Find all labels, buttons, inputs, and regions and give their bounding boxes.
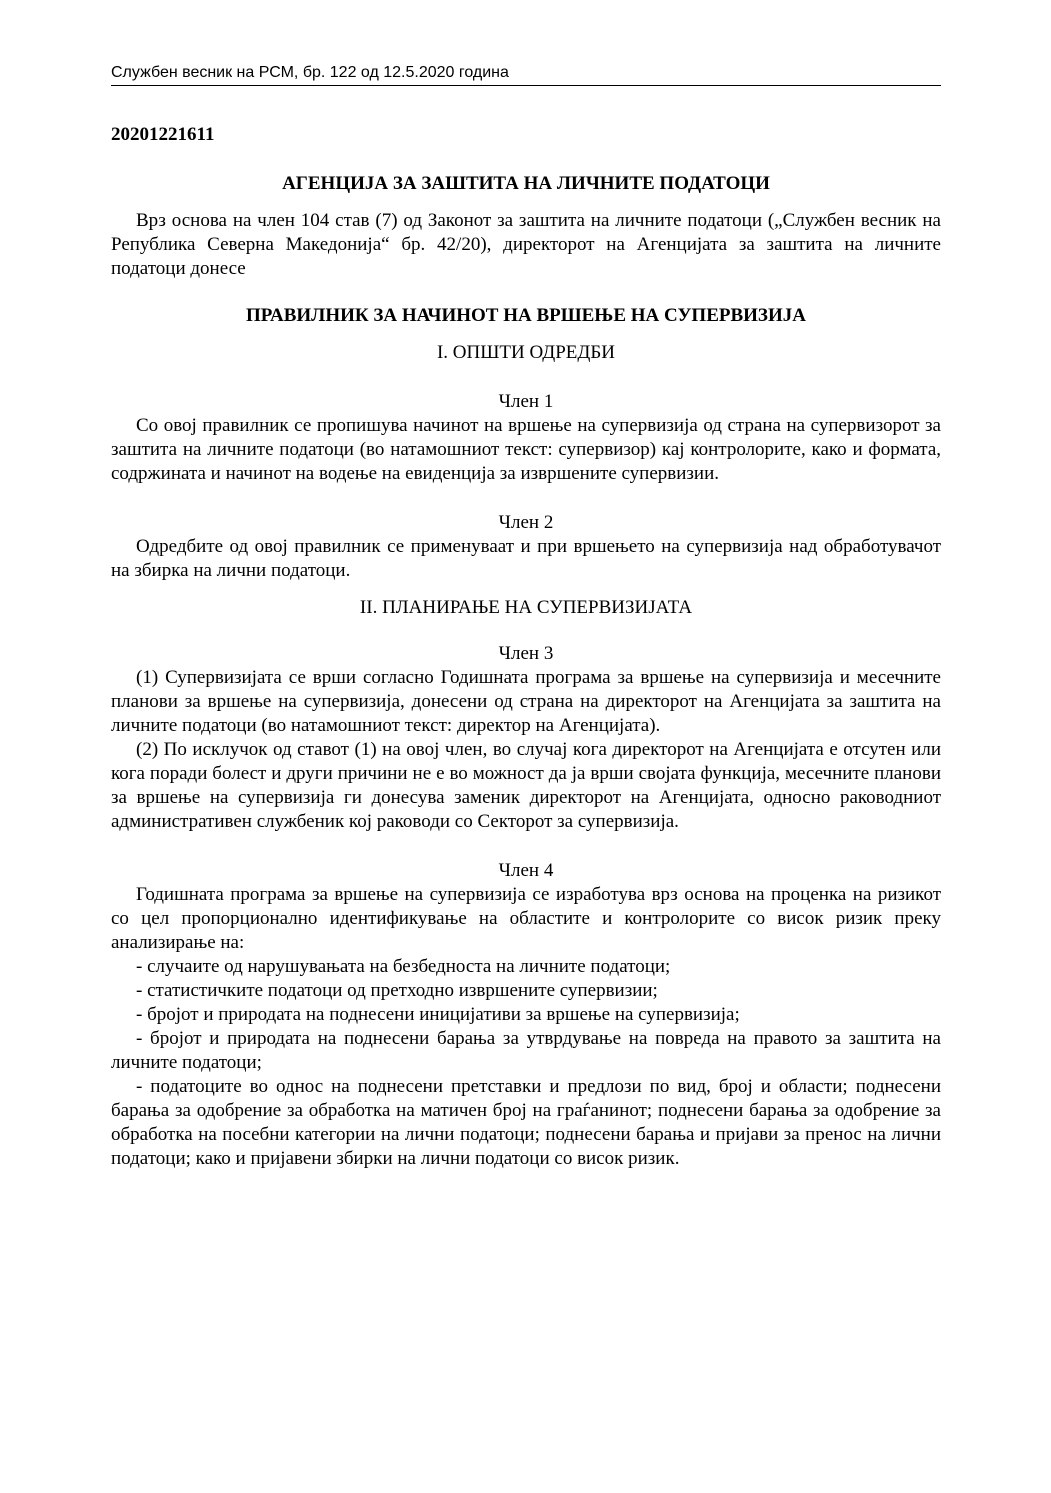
document-page [111, 62, 941, 1171]
agency-title: АГЕНЦИЈА ЗА ЗАШТИТА НА ЛИЧНИТЕ ПОДАТОЦИ [282, 173, 770, 194]
list-item: - податоците во однос на поднесени претставки и предлози по вид, број и области; поднесени барања за одобрение за обработка на матичен број на граѓанинот; поднесени барања за одобрение за обработка на посебни категории на лични податоци; поднесени барања и пријави за пренос на лични податоци; како и пријавени збирки на лични податоци со висок ризик. [111, 1076, 941, 1169]
article-3-paragraph-2: (2) По исклучок од ставот (1) на овој член, во случај кога директорот на Агенцијата е отсутен или кога поради болест и други причини не е во можност да ја врши својата функција, месечните планови за вршење на супервизија ги донесува заменик директорот на Агенцијата, односно раководниот административен службеник кој раководи со Секторот за супервизија. [111, 739, 941, 832]
article-4-title: Член 4 [498, 860, 554, 881]
section-title-planning: II. ПЛАНИРАЊЕ НА СУПЕРВИЗИЈАТА [359, 597, 693, 618]
article-2-title: Член 2 [498, 512, 554, 533]
list-item: - случаите од нарушувањата на безбедноста на личните податоци; [136, 956, 671, 977]
list-item: - бројот и природата на поднесени иницијативи за вршење на супервизија; [136, 1004, 740, 1025]
article-3-paragraph-1: (1) Супервизијата се врши согласно Годишната програма за вршење на супервизија и месечните планови за вршење на супервизија, донесени од страна на директорот на Агенцијата за заштита на личните податоци (во натамошниот текст: директор на Агенцијата). [111, 667, 941, 736]
article-2-text: Одредбите од овој правилник се применуваат и при вршењето на супервизија над обработувачот на збирка на лични податоци. [111, 536, 941, 581]
list-item: - статистичките податоци од претходно извршените супервизии; [136, 980, 658, 1001]
preamble: Врз основа на член 104 став (7) од Законот за заштита на личните податоци („Службен весник на Република Северна Македонија“ бр. 42/20), директорот на Агенцијата за заштита на личните податоци донесе [111, 210, 941, 279]
document-number: 20201221611 [111, 124, 215, 145]
article-3-title: Член 3 [498, 643, 554, 664]
gazette-header: Службен весник на РСМ, бр. 122 од 12.5.2020 година [111, 62, 941, 86]
document-title: ПРАВИЛНИК ЗА НАЧИНОТ НА ВРШЕЊЕ НА СУПЕРВИЗИЈА [246, 305, 806, 326]
article-1-title: Член 1 [498, 391, 554, 412]
section-title-general-provisions: I. ОПШТИ ОДРЕДБИ [436, 342, 615, 363]
article-1-text: Со овој правилник се пропишува начинот на вршење на супервизија од страна на супервизорот за заштита на личните податоци (во натамошниот текст: супервизор) кај контролорите, како и формата, содржината и начинот на водење на евиденција за извршените супервизии. [111, 415, 941, 484]
list-item: - бројот и природата на поднесени барања за утврдување на повреда на правото за заштита на личните податоци; [111, 1028, 941, 1073]
article-4-intro: Годишната програма за вршење на супервизија се изработува врз основа на проценка на ризикот со цел пропорционално идентификување на областите и контролорите со висок ризик преку анализирање на: [111, 884, 941, 953]
